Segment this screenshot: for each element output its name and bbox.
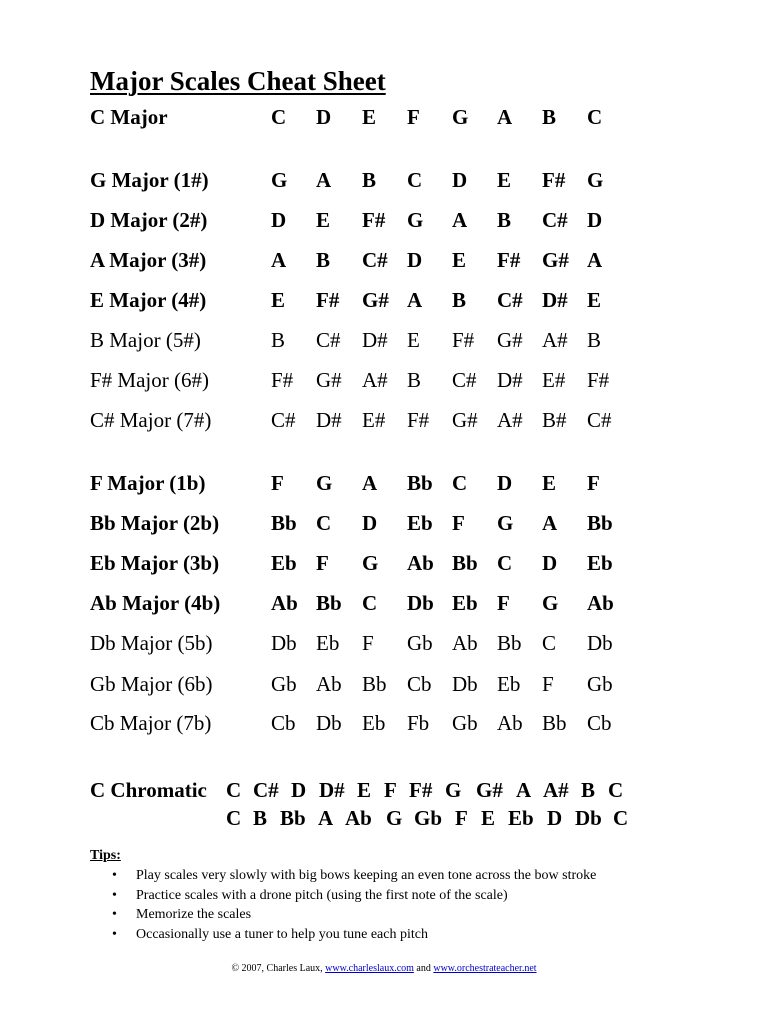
scale-note: E (497, 168, 512, 192)
scale-note: Ab (407, 551, 434, 575)
scale-row (0, 328, 768, 358)
scale-note: F# (362, 208, 386, 232)
scale-note: C (452, 471, 468, 495)
scale-name: A Major (3#) (90, 248, 207, 272)
chromatic-note: Bb (280, 806, 306, 830)
scale-note: Cb (407, 672, 432, 696)
chromatic-note: D# (319, 778, 345, 802)
chromatic-note: B (581, 778, 596, 802)
scale-note: F (587, 471, 600, 495)
footer-copyright: © 2007, Charles Laux, (231, 963, 326, 974)
scale-name: F Major (1b) (90, 471, 206, 495)
scale-note: B (316, 248, 331, 272)
chromatic-ascending (0, 778, 768, 808)
scale-note: B (452, 288, 467, 312)
scale-note: E (407, 328, 420, 352)
bullet-icon: • (112, 907, 117, 922)
scale-note: Eb (362, 711, 386, 735)
tip-text: Occasionally use a tuner to help you tune each pitch (136, 926, 428, 942)
chromatic-note: D (547, 806, 563, 830)
chromatic-note: D (291, 778, 307, 802)
chromatic-note: C# (253, 778, 279, 802)
scale-note: G# (542, 248, 569, 272)
chromatic-note: B (253, 806, 268, 830)
scale-row (0, 368, 768, 398)
chromatic-label: C Chromatic (90, 778, 207, 802)
scale-note: G# (362, 288, 389, 312)
scale-note: D# (316, 408, 342, 432)
scale-note: B (407, 368, 422, 392)
scale-note: B (542, 105, 557, 129)
chromatic-note: F (455, 806, 468, 830)
tip-text: Practice scales with a drone pitch (using the first note of the scale) (136, 887, 508, 903)
chromatic-note: C (226, 806, 242, 830)
scale-name: Gb Major (6b) (90, 672, 213, 696)
chromatic-note: E (481, 806, 496, 830)
scale-name: D Major (2#) (90, 208, 208, 232)
scale-note: D# (497, 368, 523, 392)
chromatic-note: F (384, 778, 397, 802)
scale-note: Bb (407, 471, 433, 495)
scale-row (0, 288, 768, 318)
scale-note: Db (452, 672, 478, 696)
scale-row (0, 168, 768, 198)
scale-note: A (497, 105, 513, 129)
chromatic-note: C (226, 778, 242, 802)
scale-note: G# (316, 368, 342, 392)
scale-row (0, 105, 768, 135)
scale-note: Eb (452, 591, 478, 615)
scale-note: Bb (362, 672, 387, 696)
scale-note: E (587, 288, 602, 312)
scale-note: Bb (271, 511, 297, 535)
scale-row (0, 672, 768, 702)
scale-note: F# (316, 288, 340, 312)
scale-note: Ab (271, 591, 298, 615)
scale-note: A# (362, 368, 388, 392)
scale-note: D# (542, 288, 568, 312)
scale-name: Cb Major (7b) (90, 711, 212, 735)
bullet-icon: • (112, 887, 117, 903)
scale-note: A (362, 471, 378, 495)
footer-link-charleslaux[interactable]: www.charleslaux.com (325, 963, 414, 974)
scale-note: C# (587, 408, 612, 432)
scale-note: F (271, 471, 284, 495)
scale-note: Gb (587, 672, 613, 696)
footer (0, 963, 768, 974)
scale-note: F# (271, 368, 294, 392)
chromatic-note: Db (575, 806, 602, 830)
scale-note: C# (362, 248, 388, 272)
scale-note: D (587, 208, 603, 232)
chromatic-descending (0, 806, 768, 836)
tips-list (112, 866, 596, 944)
scale-note: F (452, 511, 465, 535)
scale-note: B (587, 328, 602, 352)
scale-name: Ab Major (4b) (90, 591, 221, 615)
scale-note: G (452, 105, 469, 129)
scale-note: E (542, 471, 557, 495)
scale-note: A (271, 248, 287, 272)
scale-note: A# (542, 328, 568, 352)
tip-text: Play scales very slowly with big bows keeping an even tone across the bow stroke (136, 868, 597, 883)
scale-note: Db (587, 631, 613, 655)
bullet-icon: • (112, 926, 117, 942)
scale-note: A# (497, 408, 523, 432)
scale-note: C (497, 551, 513, 575)
scale-name: Db Major (5b) (90, 631, 213, 655)
scale-note: B (497, 208, 512, 232)
scale-note: D (362, 511, 378, 535)
scale-note: D (497, 471, 513, 495)
scale-note: C (362, 591, 378, 615)
chromatic-note: Gb (414, 806, 443, 830)
scale-note: D (542, 551, 558, 575)
scale-row (0, 551, 768, 581)
scale-note: Ab (587, 591, 614, 615)
scale-note: G# (452, 408, 478, 432)
scale-name: F# Major (6#) (90, 368, 209, 392)
chromatic-note: Eb (508, 806, 534, 830)
scale-note: E (362, 105, 377, 129)
chromatic-note: G# (476, 778, 503, 802)
chromatic-note: Ab (345, 806, 372, 830)
scale-note: A (407, 288, 423, 312)
chromatic-note: F# (409, 778, 433, 802)
scale-note: C# (452, 368, 477, 392)
scale-note: C# (542, 208, 568, 232)
scale-note: G (587, 168, 604, 192)
scale-row (0, 591, 768, 621)
scale-note: G (497, 511, 514, 535)
scale-row (0, 208, 768, 238)
scale-name: C# Major (7#) (90, 408, 212, 432)
tip-item (112, 866, 596, 886)
scale-name: E Major (4#) (90, 288, 207, 312)
scale-note: A (452, 208, 468, 232)
scale-note: Gb (407, 631, 433, 655)
footer-and: and (413, 963, 434, 974)
scale-note: F (542, 672, 554, 696)
scale-note: A (587, 248, 603, 272)
tips-title: Tips: (90, 848, 121, 863)
scale-name: C Major (90, 105, 168, 129)
scale-note: F (362, 631, 374, 655)
scale-name: G Major (1#) (90, 168, 209, 192)
scale-note: G (271, 168, 288, 192)
scale-note: A (542, 511, 558, 535)
scale-note: Db (271, 631, 297, 655)
chromatic-note: G (386, 806, 403, 830)
scale-note: G (407, 208, 424, 232)
scale-note: C (542, 631, 557, 655)
scale-note: F# (587, 368, 610, 392)
scale-note: Db (316, 711, 342, 735)
scale-note: Cb (587, 711, 612, 735)
scale-note: B (271, 328, 286, 352)
scale-note: B# (542, 408, 567, 432)
scale-note: C (316, 511, 332, 535)
chromatic-note: E (357, 778, 372, 802)
chromatic-note: G (445, 778, 462, 802)
bullet-icon: • (112, 868, 117, 883)
scale-note: F# (452, 328, 475, 352)
scale-note: Bb (542, 711, 567, 735)
chromatic-note: A (516, 778, 532, 802)
scale-note: F# (542, 168, 566, 192)
scale-note: B (362, 168, 377, 192)
scale-note: Gb (452, 711, 478, 735)
scale-note: Bb (497, 631, 522, 655)
scale-note: D (271, 208, 287, 232)
scale-note: Eb (407, 511, 433, 535)
scale-note: C# (497, 288, 523, 312)
scale-note: Eb (271, 551, 297, 575)
tip-text: Memorize the scales (136, 907, 252, 922)
scale-note: D (452, 168, 468, 192)
scale-note: Ab (452, 631, 478, 655)
scale-note: E# (542, 368, 566, 392)
scale-note: D# (362, 328, 388, 352)
tip-item (112, 886, 596, 906)
scale-note: E (452, 248, 467, 272)
scale-name: Eb Major (3b) (90, 551, 220, 575)
scale-note: Fb (407, 711, 430, 735)
scale-note: C# (316, 328, 341, 352)
scale-note: Bb (316, 591, 342, 615)
scale-note: Eb (497, 672, 521, 696)
scale-note: Db (407, 591, 434, 615)
scale-note: C (271, 105, 287, 129)
chromatic-note: A (318, 806, 334, 830)
scale-note: F# (497, 248, 521, 272)
scale-note: G (316, 471, 333, 495)
scale-note: Bb (587, 511, 613, 535)
scale-note: G (362, 551, 379, 575)
scale-note: E (316, 208, 331, 232)
scale-note: D (407, 248, 423, 272)
scale-row (0, 248, 768, 278)
scale-row (0, 408, 768, 438)
chromatic-note: C (613, 806, 629, 830)
scale-note: Cb (271, 711, 296, 735)
scale-note: A (316, 168, 332, 192)
chromatic-note: A# (543, 778, 569, 802)
scale-row (0, 511, 768, 541)
scale-note: C (587, 105, 603, 129)
tip-item (112, 925, 596, 945)
scale-note: C# (271, 408, 296, 432)
scale-row (0, 711, 768, 741)
scale-note: F# (407, 408, 430, 432)
tip-item (112, 905, 596, 925)
scale-name: B Major (5#) (90, 328, 201, 352)
scale-note: D (316, 105, 332, 129)
scale-note: G# (497, 328, 523, 352)
scale-note: Eb (316, 631, 340, 655)
scale-note: F (316, 551, 329, 575)
scale-note: E (271, 288, 286, 312)
footer-link-orchestrateacher[interactable]: www.orchestrateacher.net (433, 963, 537, 974)
scale-note: F (407, 105, 420, 129)
page-title: Major Scales Cheat Sheet (90, 66, 386, 96)
scale-note: F (497, 591, 510, 615)
scale-note: Ab (316, 672, 342, 696)
chromatic-note: C (608, 778, 624, 802)
scale-note: G (542, 591, 559, 615)
scale-row (0, 631, 768, 661)
scale-note: Eb (587, 551, 613, 575)
scale-name: Bb Major (2b) (90, 511, 220, 535)
scale-note: Gb (271, 672, 297, 696)
scale-note: Ab (497, 711, 523, 735)
scale-note: E# (362, 408, 386, 432)
scale-note: C (407, 168, 423, 192)
scale-note: Bb (452, 551, 478, 575)
scale-row (0, 471, 768, 501)
